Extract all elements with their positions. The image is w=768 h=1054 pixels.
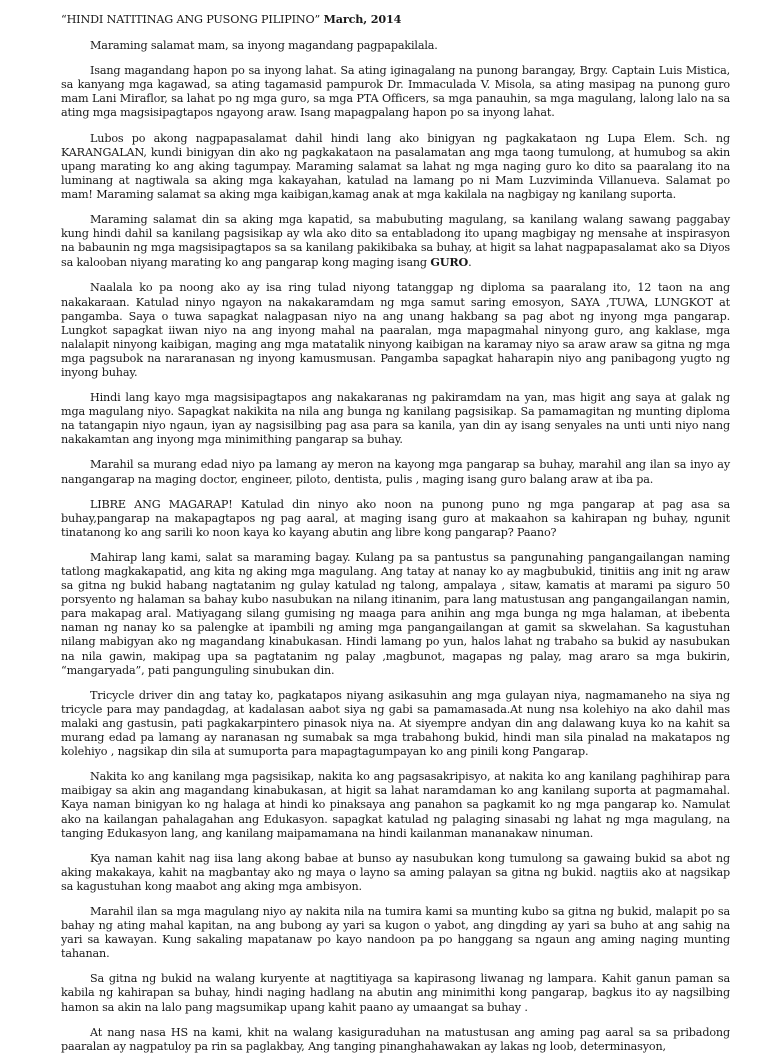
paragraph-text: Naalala ko pa noong ako ay isa ring tulad niyong tatanggap ng diploma sa paaralang ito, 12 taon na ang nakakaraan. Katulad ninyo ngayon na nakakaramdam ng mga samut saring emosyon, SAYA ,TUWA, LUNGKOT at pangamba. Saya o tuwa sapagkat nalagpasan niyo na ang unang hakbang sa pag abot ng inyong mga pangarap. Lungkot sapagkat iiwan niyo na ang inyong mahal na paaralan, mga mapagmahal ninyong guro, ang kaklase, mga nalalapit ninyong kaibigan, maging ang mga matatalik ninyong kaibigan na karamay niyo sa araw araw sa gitna ng mga mga pagsubok na nararanasan ng inyong kamusmusan. Pangamba sapagkat haharapin niyo ang panibagong yugto ng inyong buhay. xyxy=(61,281,730,379)
paragraph xyxy=(61,905,730,961)
paragraph-text: Maraming salamat din sa aking mga kapatid, sa mabubuting magulang, sa kanilang walang sawang paggabay kung hindi dahil sa kanilang pagsisikap ay wla ako dito sa entabladong ito upang magbigay ng mensahe at inspirasyon na babaunin ng mga magsisipagtapos sa sa kanilang pakikibaka sa buhay, at higit sa lahat nagpapasalamat ako sa Diyos sa kalooban niyang marating ko ang pangarap kong maging isang xyxy=(61,213,730,270)
paragraph-text: Tricycle driver din ang tatay ko, pagkatapos niyang asikasuhin ang mga gulayan niya, nagmamaneho na siya ng tricycle para may pandagdag, at kadalasan aabot siya ng gabi sa pamamasada.At nung nsa kolehiyo na ako dahil mas malaki ang gastusin, pati pagkakarpintero pinasok niya na. At siyempre andyan din ang dalawang kuya ko na kahit sa murang edad pa lamang ay naranasan ng sumabak sa mga trabahong bukid, hindi man sila pinalad na makatapos ng kolehiyo , nagsikap din sila at sumuporta para mapagtagumpayan ko ang pinili kong Pangarap. xyxy=(61,688,730,759)
paragraph-text: Marahil sa murang edad niyo pa lamang ay meron na kayong mga pangarap sa buhay, marahil ang ilan sa inyo ay nangangarap na maging doctor, engineer, piloto, dentista, pulis , maging isang guro balang araw at iba pa. xyxy=(61,458,730,486)
paragraph xyxy=(61,1026,730,1054)
paragraph-text: Mahirap lang kami, salat sa maraming bagay. Kulang pa sa pantustus sa pangunahing pangangailangan naming tatlong magkakapatid, ang kita ng aking mga magulang. Ang tatay at nanay ko ay magbubukid, tinitiis ang init ng araw sa gitna ng bukid habang nagtatanim ng gulay katulad ng talong, ampalaya , sitaw, kamatis at marami pa siguro 50 porsyento ng halaman sa bahay kubo nasubukan na nilang itinanim, para lang matustusan ang pangangailangan namin, para makapag aral. Matiyagang silang gumising ng maaga para anihin ang mga bunga ng mga halaman, at ibebenta naman ng nanay ko sa palengke at ipambili ng aming mga pangangailangan at gamit sa skwelahan. Sa kagustuhan nilang mabigyan ako ng magandang kinabukasan. Hindi lamang po yun, halos lahat ng trabaho sa bukid ay nasubukan na nila gawin, makipag upa sa pagtatanim ng palay ,magbunot, magapas ng palay, mag araro sa mga bukirin, “mangaryada”, pati pangunguling sinubukan din. xyxy=(61,550,730,677)
paragraph-text: Kya naman kahit nag iisa lang akong babae at bunso ay nasubukan kong tumulong sa gawaing bukid sa abot ng aking makakaya, kahit na magbantay ako ng maya o layno sa aming palayan sa gitna ng bukid. nagtiis ako at nagsikap sa kagustuhan kong maabot ang aking mga ambisyon. xyxy=(61,851,730,893)
paragraph xyxy=(61,281,730,380)
speech-body xyxy=(61,39,730,1054)
paragraph-text: Nakita ko ang kanilang mga pagsisikap, nakita ko ang pagsasakripisyo, at nakita ko ang kanilang paghihirap para maibigay sa akin ang magandang kinabukasan, at higit sa lahat naramdaman ko ang kanilang suporta at pagmamahal. Kaya naman binigyan ko ng halaga at hindi ko pinaksaya ang panahon sa pagkamit ko ng mga pangarap ko. Namulat ako na kailangan pahalagahan ang Edukasyon. sapagkat katulad ng palaging sinasabi ng lahat ng mga magulang, na tanging Edukasyon lang, ang kanilang maipamamana na hindi kailanman mananakaw ninuman. xyxy=(61,770,730,840)
paragraph-text: Marahil ilan sa mga magulang niyo ay nakita nila na tumira kami sa munting kubo sa gitna ng bukid, malapit po sa bahay ng ating mahal kapitan, na ang bubong ay yari sa kugon o yabot, ang dingding ay yari sa buho at ang sahig na yari sa kawayan. Kung sakaling mapatanaw po kayo nandoon pa po hanggang sa ngaun ang aming naging munting tahanan. xyxy=(61,904,730,961)
paragraph-tail: . xyxy=(468,256,472,270)
paragraph xyxy=(61,391,730,447)
document-date: March, 2014 xyxy=(323,12,402,26)
paragraph xyxy=(61,689,730,759)
paragraph xyxy=(61,132,730,202)
paragraph xyxy=(61,213,730,270)
paragraph-text: Sa gitna ng bukid na walang kuryente at nagtitiyaga sa kapirasong liwanag ng lampara. Kahit ganun paman sa kabila ng kahirapan sa buhay, hindi naging hadlang na abutin ang minimithi kong pangarap, bagkus ito ay nagsilbing hamon sa akin na lalo pang magsumikap upang kahit paano ay umaangat sa buhay . xyxy=(61,972,730,1014)
paragraph xyxy=(61,64,730,120)
paragraph xyxy=(61,770,730,840)
paragraph-text: LIBRE ANG MAGARAP! Katulad din ninyo ako noon na punong puno ng mga pangarap at pag asa sa buhay,pangarap na makapagtapos ng pag aaral, at maging isang guro at makaahon sa kahirapan ng buhay, ngunit tinatanong ko ang sarili ko noon kaya ko kayang abutin ang libre kong pangarap? Paano? xyxy=(61,497,730,539)
document-title: “HINDI NATITINAG ANG PUSONG PILIPINO” xyxy=(61,13,321,26)
paragraph xyxy=(61,551,730,678)
emphasized-word: GURO xyxy=(430,255,469,270)
paragraph-text: Isang magandang hapon po sa inyong lahat. Sa ating iginagalang na punong barangay, Brgy. Captain Luis Mistica, sa kanyang mga kagawad, sa ating tagamasid pampurok Dr. Immaculada V. Misola, sa ating masipag na punong guro mam Lani Miraflor, sa lahat po ng mga guro, sa mga PTA Officers, sa mga panauhin, sa mga magulang, lalong lalo na sa ating mga magsisipagtapos ngayong araw. Isang mapagpalang hapon po sa inyong lahat. xyxy=(61,64,730,120)
paragraph-text: Maraming salamat mam, sa inyong magandang pagpapakilala. xyxy=(90,39,438,53)
paragraph-text: Lubos po akong nagpapasalamat dahil hindi lang ako binigyan ng pagkakataon ng Lupa Elem. Sch. ng KARANGALAN, kundi binigyan din ako ng pagkakataon na pasalamatan ang mga taong tumulong, at humubog sa akin upang marating ko ang aking tagumpay. Maraming salamat sa lahat ng mga naging guro ko dito sa paaralang ito na luminang at nagtiwala sa aking mga kakayahan, katulad na lamang po ni Mam Luzviminda Villanueva. Salamat po mam! Maraming salamat sa aking mga kaibigan,kamag anak at mga kakilala na nagbigay ng kanilang suporta. xyxy=(61,131,730,201)
paragraph xyxy=(61,39,730,53)
paragraph xyxy=(61,458,730,486)
paragraph-text: At nang nasa HS na kami, khit na walang kasiguraduhan na matustusan ang aming pag aaral sa sa pribadong paaralan ay nagpatuloy pa rin sa paglakbay, Ang tanging pinanghahawakan ay lakas ng loob, determinasyon, xyxy=(61,1025,730,1053)
paragraph xyxy=(61,852,730,894)
paragraph-text: Hindi lang kayo mga magsisipagtapos ang nakakaranas ng pakiramdam na yan, mas higit ang saya at galak ng mga magulang niyo. Sapagkat nakikita na nila ang bunga ng kanilang pagsisikap. Sa pamamagitan ng munting diploma na tatangapin niyo ngaun, iyan ay nagsisilbing pag asa para sa kanila, yan din ay isang senyales na unti unti niyo nang nakakamtan ang inyong mga minimithing pangarap sa buhay. xyxy=(61,391,730,447)
paragraph xyxy=(61,498,730,540)
document-header xyxy=(61,12,730,27)
paragraph xyxy=(61,972,730,1014)
